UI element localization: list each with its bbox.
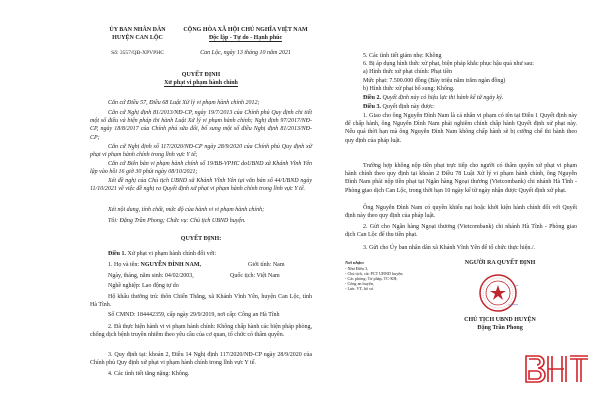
dob: Ngày, tháng, năm sinh: 04/02/2003, [108,273,194,279]
agency-name: ỦY BAN NHÂN DÂN [109,27,166,33]
article2-text: Quyết định này có hiệu lực thi hành kể từ ngày ký. [382,95,504,101]
preamble-5: Xét nội dung, tính chất, mức độ của hành vi vi phạm hành chính; [108,207,265,213]
article3-label: Điều 3. [363,104,381,110]
nation-title: CỘNG HÒA XÃ HỘI CHỦ NGHĨA VIỆT NAM [183,27,308,33]
name-row [108,261,201,269]
preamble-1: Căn cứ Nghị định 81/2013/NĐ-CP, ngày 19/7/2013 của Chính phủ Quy định chi tiết một số điều và biện pháp thi hành Luật Xử lý vi phạm hành chính; Nghị định 97/2017/NĐ-CP, ngày 18/8/2017 của Chính phủ sửa đổi, bổ sung một số điều Nghị định 81/2013/NĐ-CP; [90,110,312,141]
article1-item6b: b) Hình thức xử phạt bổ sung: Không. [363,86,455,92]
article1-item6a: a) Hình thức xử phạt chính: Phạt tiền [363,69,452,75]
occupation: Nghề nghiệp: Lao động tự do [108,283,179,289]
preamble-2: Căn cứ Nghị định số 117/2020/NĐ-CP ngày 28/9/2020 của Chính phủ Quy định xử phạt vi phạm hành chính trong lĩnh vực Y tế; [90,144,312,159]
doc-subtitle [90,79,312,87]
article3-p1: 1. Giao cho ông Nguyễn Đình Nam là cá nhân vi phạm có tên tại Điều 1 Quyết định này để chấp hành, ông Nguyễn Đình Nam phải nghiêm chỉnh chấp hành Quyết định xử phạt này. Nếu quá thời hạn mà ông Nguyễn Đình Nam không chấp hành sẽ bị cưỡng chế thi hành theo quy định của pháp luật. [345,113,577,144]
article1-label: Điều 1. [108,251,126,257]
recipients-label: Nơi nhận: [345,260,365,265]
recipients-list [345,266,403,291]
preamble-4: Xét đề nghị của Chủ tịch UBND xã Khánh Vĩnh Yên tại văn bản số 44/UBND ngày 11/10/2021 về việc đề nghị ra Quyết định xử phạt vi phạm hành chính trong lĩnh vực Y tế. [90,178,312,193]
article1-intro-text: Xử phạt vi phạm hành chính đối với: [127,251,217,257]
id-card: Số CMND: 184442359, cấp ngày 29/9/2019, nơi cấp: Công an Hà Tĩnh [108,312,280,318]
bht-watermark-logo [524,354,590,384]
recipient-item: - Như Điều 3, [345,266,369,271]
article3-p5: 3. Gửi cho Ủy ban nhân dân xã Khánh Vĩnh Yên để tổ chức thực hiện./. [363,245,536,251]
article1-item6: 6. Bị áp dụng hình thức xử phạt, biện pháp khắc phục hậu quả như sau: [363,61,534,67]
decision-heading: QUYẾT ĐỊNH: [180,236,222,242]
doc-title: QUYẾT ĐỊNH [181,72,221,78]
doc-subtitle-text: Xử phạt vi phạm hành chính [164,80,238,86]
recipient-item: - Các phòng: Tư pháp, TC-KH; [345,276,398,281]
article2 [345,94,577,102]
official-seal-icon [478,273,518,313]
name-label: 1. Họ và tên: [108,262,139,268]
article1-item4: 4. Các tình tiết tăng nặng: Không. [108,371,190,377]
fine-amount: Mức phạt: 7.500.000 đồng (Bảy triệu năm trăm ngàn đồng) [363,78,506,84]
preamble-3: Căn cứ Biên bản vi phạm hành chính số 19/BB-VPHC doUBND xã Khánh Vĩnh Yên lập vào hồi 16 giờ 30 phút ngày 08/10/2021; [90,161,312,176]
motto [178,34,313,42]
decision-number: Số: 3557/QĐ-XPVPHC [111,50,164,56]
residence: Hộ khẩu thường trú: thôn Chiến Thắng, xã Khánh Vĩnh Yên, huyện Can Lộc, tỉnh Hà Tĩnh. [90,294,312,309]
recipient-item: - Lưu: VT, hồ sơ. [345,286,374,291]
article1-intro [90,250,312,258]
article1-item3: 3. Quy định tại: khoản 2, Điều 14 Nghị định 117/2020/NĐ-CP ngày 28/9/2020 của Chính phủ Quy định xử phạt vi phạm hành chính trong lĩnh vực Y tế. [90,352,312,367]
motto-text: Độc lập - Tự do - Hạnh phúc [208,35,283,41]
article3-p4: 2. Gửi cho Ngân hàng Ngoại thương (Vietcombank) chi nhánh Hà Tĩnh - Phòng giao dịch Can Lộc để thu tiền phạt. [345,224,577,239]
recipient-item: - Chủ tịch, các PCT UBND huyện; [345,271,404,276]
preamble-6: Tôi: Đặng Trần Phong; Chức vụ: Chủ tịch UBND huyện. [108,218,246,224]
recipient-item: - Công an huyện, [345,281,374,286]
article3-p2: Trường hợp không nộp tiền phạt trực tiếp cho người có thẩm quyền xử phạt vi phạm hành chính theo quy định tại khoản 2 Điều 78 Luật Xử lý vi phạm hành chính, ông Nguyễn Đình Nam phải nộp tiền phạt tại Ngân hàng Ngoại thương (Vietcombank) chi nhánh Hà Tĩnh - Phòng giao dịch Can Lộc, trong thời hạn 10 ngày kể từ ngày nhận được Quyết định xử phạt. [345,163,577,194]
signer-title: CHỦ TỊCH UBND HUYỆN [464,317,536,323]
place-date: Can Lộc, ngày 13 tháng 10 năm 2021 [200,50,291,56]
article3-p3: Ông Nguyễn Đình Nam có quyền khiếu nại hoặc khởi kiện hành chính đối với Quyết định này theo quy định của pháp luật. [345,205,577,220]
violator-name: NGUYỄN ĐÌNH NAM, [140,262,201,268]
signer-role-heading: NGƯỜI RA QUYẾT ĐỊNH [464,260,536,266]
agency-district: HUYỆN CAN LỘC [112,35,163,41]
article1-item2: 2. Đã thực hiện hành vi vi phạm hành chính: Không chấp hành các biện pháp phòng, chống dịch bệnh truyền nhiễm theo yêu cầu của cơ quan, tổ chức có thẩm quyền. [90,324,312,339]
article3 [345,103,577,111]
article1-item5: 5. Các tình tiết giảm nhẹ: Không [363,53,442,59]
article3-text: Quyết định này được: [382,104,435,110]
nationality: Quốc tịch: Việt Nam [230,273,280,279]
gender: Giới tính: Nam [248,262,285,268]
article2-label: Điều 2. [363,95,381,101]
signer-name: Đặng Trần Phong [477,325,523,331]
preamble-0: Căn cứ Điều 57, Điều 68 Luật Xử lý vi phạm hành chính 2012; [108,100,260,106]
